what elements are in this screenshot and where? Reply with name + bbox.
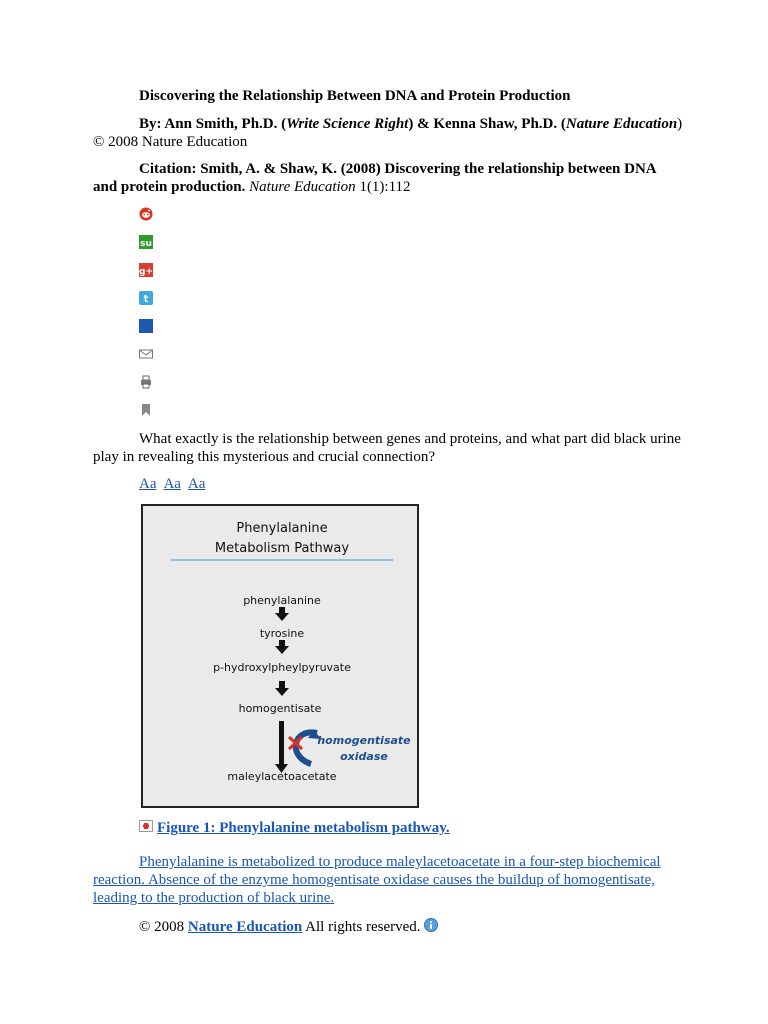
font-size-medium-link[interactable]: Aa: [163, 476, 181, 492]
pathway-figure: [141, 504, 419, 808]
enzyme-label-line1: homogentisate: [317, 734, 411, 747]
copyright-line: © 2008 Nature Education All rights reserved.: [139, 918, 438, 936]
blocked-arrow-icon: [275, 721, 288, 773]
step-phenylalanine: phenylalanine: [243, 594, 321, 607]
figure-description-link[interactable]: Phenylalanine is metabolized to produce maleylacetoacetate in a four-step biochemical reaction. Absence of the enzyme homogentisate oxidase causes the buildup of homogentisate, leading to the production of black urine.: [93, 854, 661, 906]
info-icon[interactable]: [424, 918, 438, 932]
down-arrow-icon: [275, 640, 289, 654]
twitter-icon[interactable]: [139, 291, 153, 305]
print-icon[interactable]: [139, 375, 153, 389]
figure-caption-link[interactable]: Figure 1: Phenylalanine metabolism pathway.: [157, 820, 450, 836]
font-size-large-link[interactable]: Aa: [187, 476, 206, 492]
google-plus-icon[interactable]: [139, 263, 153, 277]
image-thumbnail-icon[interactable]: [139, 820, 155, 834]
figure-caption: [139, 820, 450, 837]
figure-title-line1: Phenylalanine: [236, 521, 328, 536]
step-homogentisate: homogentisate: [238, 702, 322, 715]
down-arrow-icon: [275, 607, 289, 621]
figure-title-line2: Metabolism Pathway: [214, 541, 350, 556]
font-size-controls: [139, 476, 209, 493]
step-maleylacetoacetate: maleylacetoacetate: [227, 770, 337, 783]
article-title: Discovering the Relationship Between DNA and Protein Production: [139, 88, 571, 104]
facebook-icon[interactable]: [139, 319, 153, 333]
nature-education-link[interactable]: Nature Education: [187, 919, 303, 935]
step-p-hydroxylpheylpyruvate: p-hydroxylpheylpyruvate: [213, 661, 351, 674]
citation: Citation: Smith, A. & Shaw, K. (2008) Discovering the relationship between DNA and protein production. Nature Education 1(1):112: [93, 161, 656, 195]
intro-paragraph: What exactly is the relationship between genes and proteins, and what part did black urine play in revealing this mysterious and crucial connection?: [93, 431, 681, 465]
reddit-icon[interactable]: [139, 207, 153, 221]
stumbleupon-icon[interactable]: [139, 235, 153, 249]
enzyme-label-line2: oxidase: [340, 750, 388, 763]
email-icon[interactable]: [139, 347, 153, 361]
svg-text:su: su: [140, 239, 152, 249]
share-icons: [139, 207, 153, 431]
byline: By: Ann Smith, Ph.D. (Write Science Right) & Kenna Shaw, Ph.D. (Nature Education) © 2008 Nature Education: [93, 116, 683, 150]
svg-text:t: t: [143, 294, 149, 305]
svg-text:g+: g+: [139, 267, 153, 277]
bookmark-icon[interactable]: [139, 403, 153, 417]
font-size-small-link[interactable]: Aa: [139, 476, 157, 492]
step-tyrosine: tyrosine: [259, 627, 305, 640]
down-arrow-icon: [275, 681, 289, 696]
